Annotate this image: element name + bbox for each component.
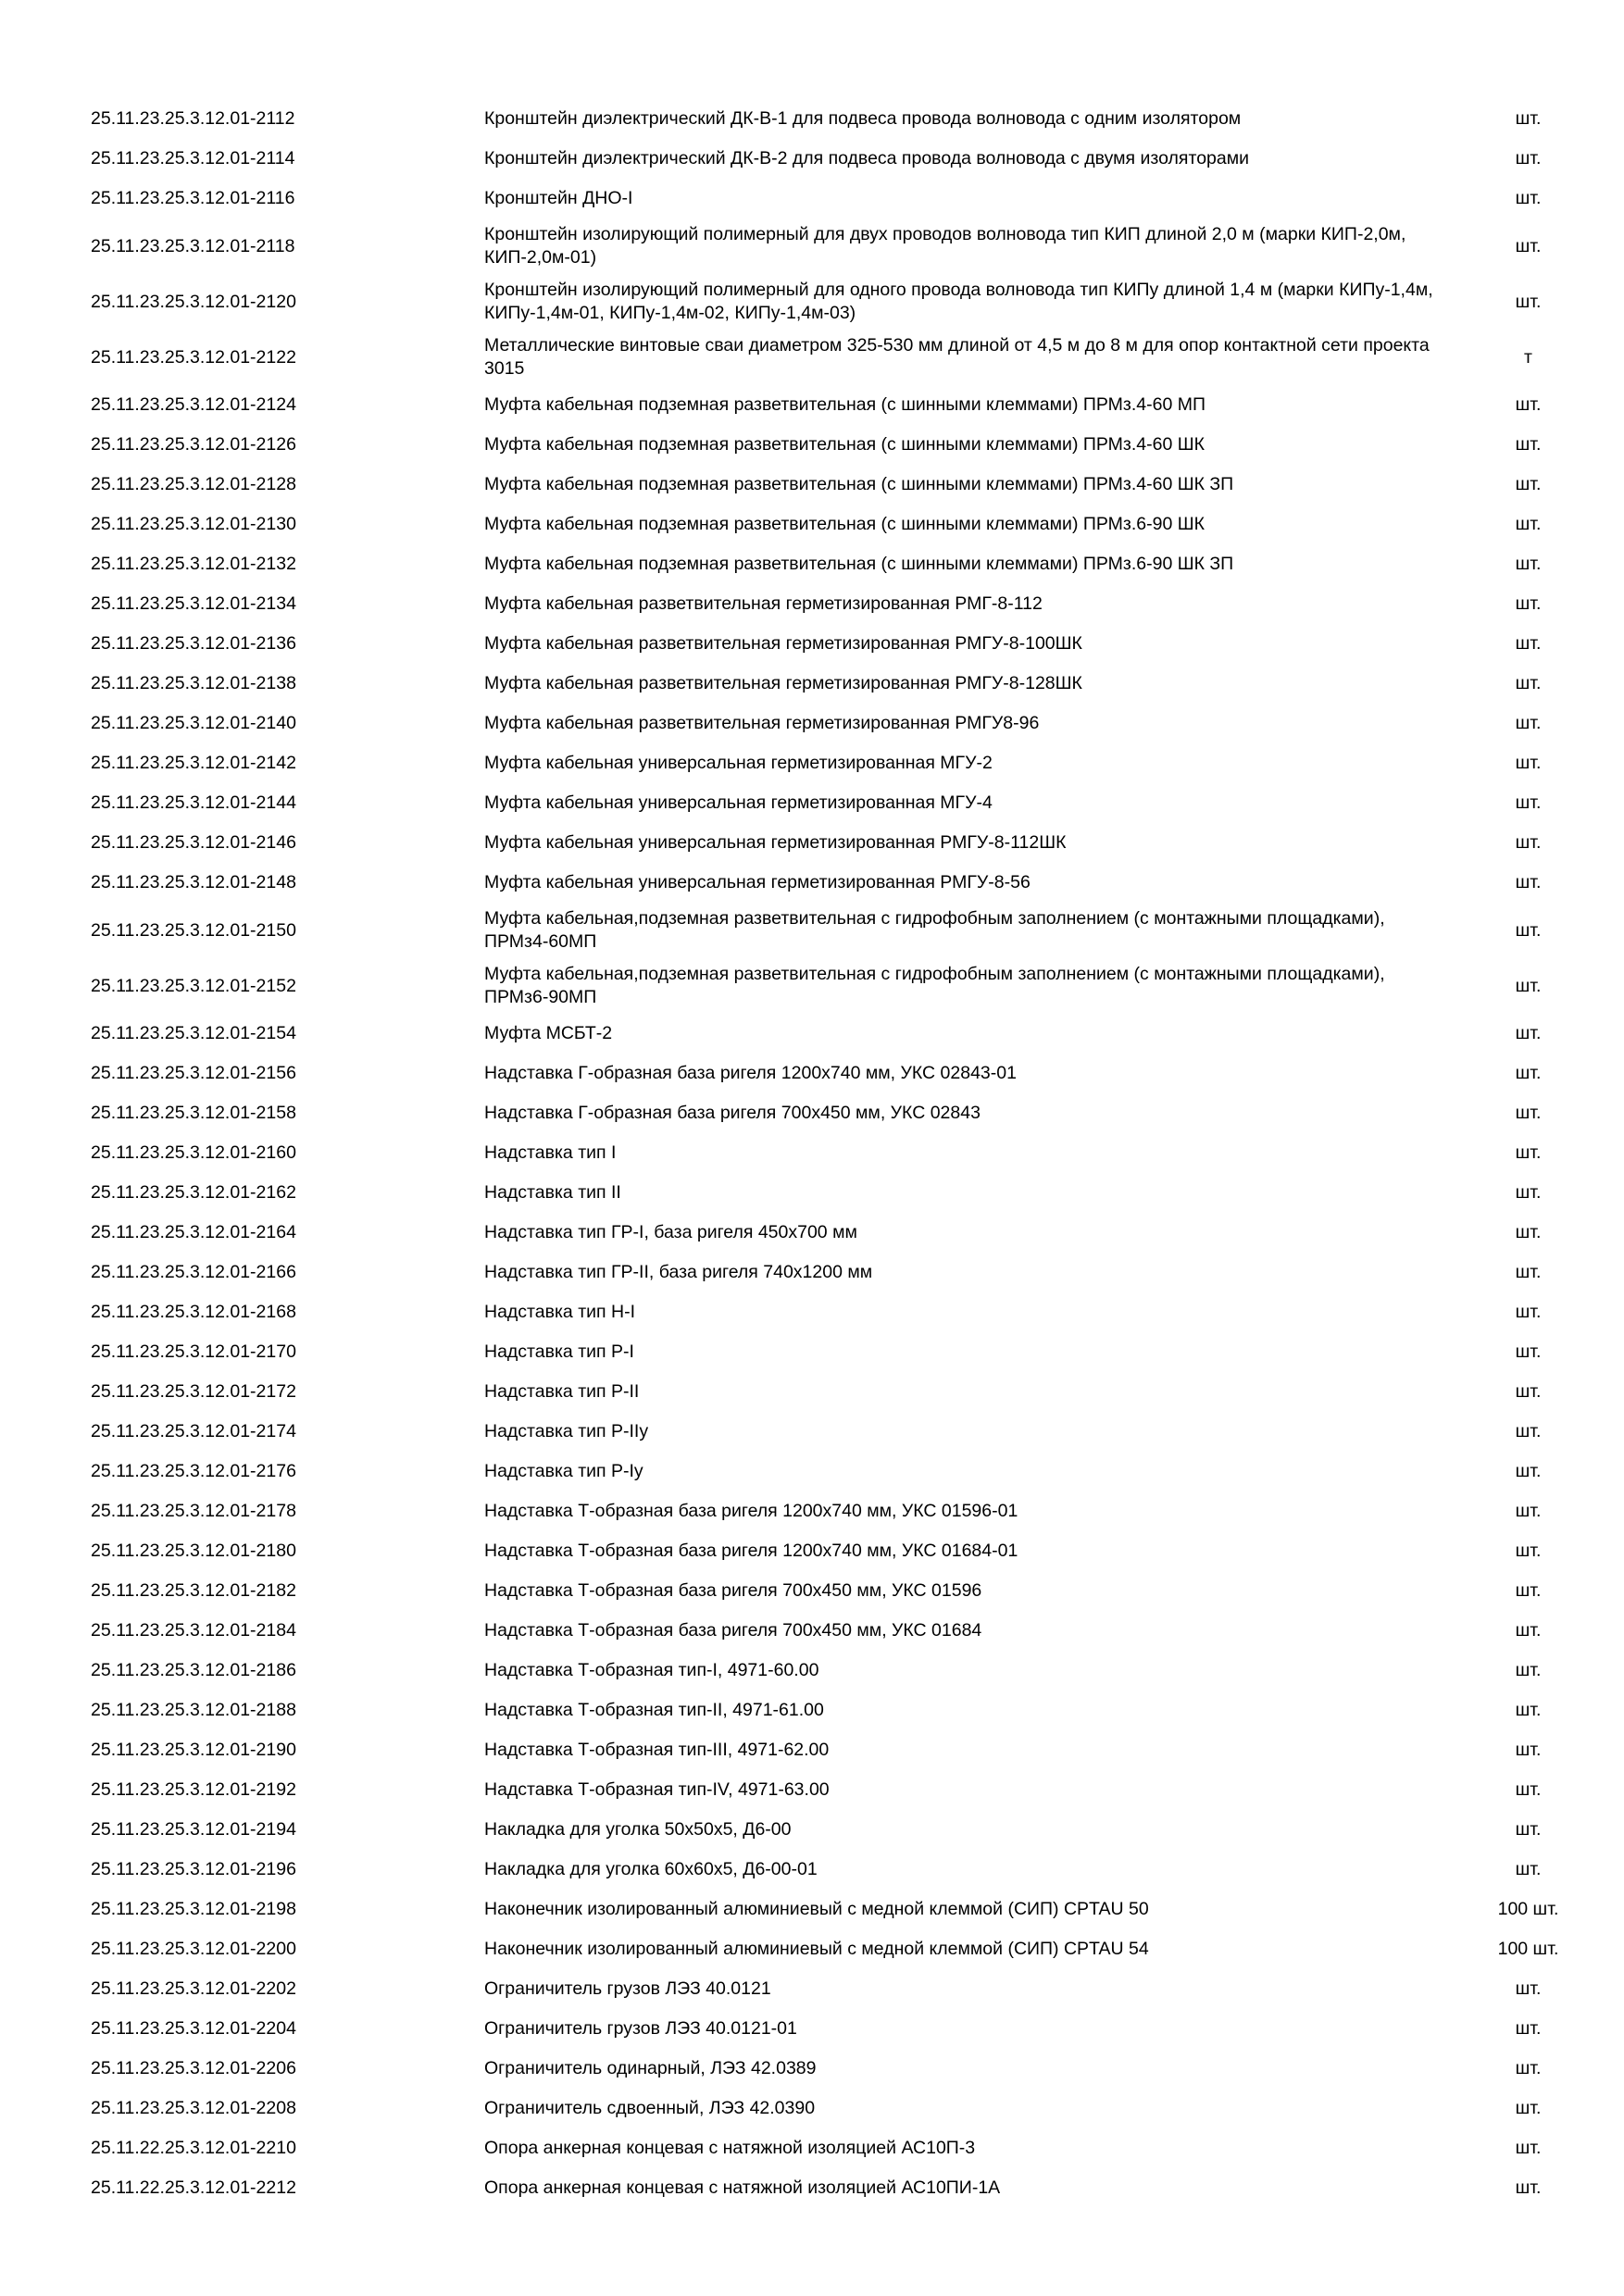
item-unit: шт. bbox=[1515, 235, 1542, 256]
item-unit: шт. bbox=[1515, 872, 1542, 892]
item-name: Надставка Т-образная тип-III, 4971-62.00 bbox=[484, 1740, 830, 1760]
table-row bbox=[91, 1093, 1563, 1133]
table-row bbox=[91, 1730, 1563, 1770]
table-row bbox=[91, 783, 1563, 823]
table-row bbox=[91, 544, 1563, 584]
item-name: Надставка тип Р-II bbox=[484, 1381, 640, 1402]
item-code: 25.11.23.25.3.12.01-2186 bbox=[91, 1660, 296, 1680]
item-name: Надставка Т-образная тип-II, 4971-61.00 bbox=[484, 1700, 824, 1720]
item-code: 25.11.23.25.3.12.01-2150 bbox=[91, 919, 296, 941]
item-name: Надставка Т-образная тип-I, 4971-60.00 bbox=[484, 1660, 819, 1680]
item-code: 25.11.23.25.3.12.01-2198 bbox=[91, 1899, 296, 1919]
table-row bbox=[91, 139, 1563, 179]
item-unit: шт. bbox=[1515, 291, 1542, 312]
item-unit: шт. bbox=[1515, 633, 1542, 654]
item-code: 25.11.23.25.3.12.01-2178 bbox=[91, 1501, 296, 1521]
item-unit: шт. bbox=[1515, 1421, 1542, 1441]
table-row bbox=[91, 99, 1563, 139]
item-unit: шт. bbox=[1515, 1501, 1542, 1521]
item-code: 25.11.23.25.3.12.01-2154 bbox=[91, 1023, 296, 1043]
item-unit: шт. bbox=[1515, 474, 1542, 494]
price-table bbox=[91, 99, 1563, 2208]
table-row bbox=[91, 1452, 1563, 1491]
item-unit: шт. bbox=[1515, 434, 1542, 455]
item-unit: шт. bbox=[1515, 673, 1542, 693]
item-name: Надставка Т-образная база ригеля 1200х740 мм, УКС 01596-01 bbox=[484, 1501, 1018, 1521]
item-code: 25.11.23.25.3.12.01-2118 bbox=[91, 235, 295, 256]
item-name: Муфта кабельная,подземная разветвительная с гидрофобным заполнением (с монтажными площадками), ПРМз4-60МП bbox=[484, 908, 1385, 952]
item-name: Опора анкерная концевая с натяжной изоляцией АС10ПИ-1А bbox=[484, 2177, 1001, 2198]
item-unit: шт. bbox=[1515, 832, 1542, 853]
item-name: Надставка тип ГР-I, база ригеля 450х700 мм bbox=[484, 1222, 857, 1242]
item-code: 25.11.23.25.3.12.01-2206 bbox=[91, 2058, 296, 2078]
item-name: Кронштейн диэлектрический ДК-В-1 для подвеса провода волновода с одним изолятором bbox=[484, 108, 1242, 129]
item-unit: шт. bbox=[1515, 792, 1542, 813]
item-code: 25.11.23.25.3.12.01-2112 bbox=[91, 108, 295, 129]
item-name: Муфта кабельная разветвительная герметизированная РМГ-8-112 bbox=[484, 593, 1043, 614]
item-unit: шт. bbox=[1515, 2098, 1542, 2118]
table-row bbox=[91, 584, 1563, 624]
table-row bbox=[91, 1292, 1563, 1332]
table-row bbox=[91, 1810, 1563, 1850]
table-row bbox=[91, 179, 1563, 218]
item-unit: шт. bbox=[1515, 1262, 1542, 1282]
table-row bbox=[91, 1929, 1563, 1969]
item-name: Муфта кабельная разветвительная герметизированная РМГУ-8-128ШК bbox=[484, 673, 1082, 693]
table-row bbox=[91, 624, 1563, 664]
item-code: 25.11.23.25.3.12.01-2144 bbox=[91, 792, 296, 813]
item-name: Муфта кабельная универсальная герметизированная МГУ-2 bbox=[484, 753, 993, 773]
item-code: 25.11.22.25.3.12.01-2212 bbox=[91, 2177, 296, 2198]
item-code: 25.11.23.25.3.12.01-2148 bbox=[91, 872, 296, 892]
item-unit: шт. bbox=[1515, 1779, 1542, 1800]
item-unit: шт. bbox=[1515, 713, 1542, 733]
item-name: Опора анкерная концевая с натяжной изоляцией АС10П-3 bbox=[484, 2138, 976, 2158]
table-row bbox=[91, 958, 1563, 1014]
item-code: 25.11.23.25.3.12.01-2130 bbox=[91, 514, 296, 534]
item-unit: шт. bbox=[1515, 2177, 1542, 2198]
table-row bbox=[91, 704, 1563, 743]
item-unit: шт. bbox=[1515, 1063, 1542, 1083]
item-unit: шт. bbox=[1515, 1580, 1542, 1601]
item-unit: шт. bbox=[1515, 1222, 1542, 1242]
item-unit: шт. bbox=[1515, 1620, 1542, 1641]
table-row bbox=[91, 823, 1563, 863]
item-code: 25.11.23.25.3.12.01-2176 bbox=[91, 1461, 296, 1481]
item-code: 25.11.23.25.3.12.01-2120 bbox=[91, 291, 296, 312]
item-unit: шт. bbox=[1515, 2058, 1542, 2078]
item-code: 25.11.23.25.3.12.01-2180 bbox=[91, 1541, 296, 1561]
item-code: 25.11.23.25.3.12.01-2156 bbox=[91, 1063, 296, 1083]
item-name: Надставка Т-образная тип-IV, 4971-63.00 bbox=[484, 1779, 830, 1800]
table-row bbox=[91, 903, 1563, 958]
table-row bbox=[91, 2009, 1563, 2049]
item-name: Ограничитель грузов ЛЭЗ 40.0121 bbox=[484, 1978, 771, 1999]
item-code: 25.11.23.25.3.12.01-2146 bbox=[91, 832, 296, 853]
item-unit: шт. bbox=[1515, 1381, 1542, 1402]
item-code: 25.11.23.25.3.12.01-2202 bbox=[91, 1978, 296, 1999]
table-row bbox=[91, 1850, 1563, 1890]
table-row bbox=[91, 425, 1563, 465]
item-unit: шт. bbox=[1515, 593, 1542, 614]
item-name: Муфта кабельная универсальная герметизированная МГУ-4 bbox=[484, 792, 993, 813]
item-name: Муфта кабельная подземная разветвительная (с шинными клеммами) ПРМз.4-60 ШК ЗП bbox=[484, 474, 1234, 494]
item-code: 25.11.23.25.3.12.01-2164 bbox=[91, 1222, 296, 1242]
table-row bbox=[91, 1253, 1563, 1292]
item-unit: шт. bbox=[1515, 554, 1542, 574]
table-row bbox=[91, 1213, 1563, 1253]
item-unit: шт. bbox=[1515, 1541, 1542, 1561]
item-code: 25.11.23.25.3.12.01-2134 bbox=[91, 593, 296, 614]
item-code: 25.11.23.25.3.12.01-2122 bbox=[91, 346, 296, 368]
table-row bbox=[91, 1691, 1563, 1730]
item-name: Муфта кабельная разветвительная герметизированная РМГУ-8-100ШК bbox=[484, 633, 1082, 654]
item-unit: шт. bbox=[1515, 1819, 1542, 1840]
item-code: 25.11.23.25.3.12.01-2136 bbox=[91, 633, 296, 654]
table-row bbox=[91, 1332, 1563, 1372]
item-name: Надставка Т-образная база ригеля 700х450 мм, УКС 01684 bbox=[484, 1620, 982, 1641]
item-unit: 100 шт. bbox=[1497, 1939, 1559, 1959]
item-code: 25.11.23.25.3.12.01-2182 bbox=[91, 1580, 296, 1601]
table-row bbox=[91, 743, 1563, 783]
item-name: Надставка тип Р-I bbox=[484, 1341, 634, 1362]
table-row bbox=[91, 218, 1563, 274]
item-name: Муфта кабельная разветвительная герметизированная РМГУ8-96 bbox=[484, 713, 1040, 733]
item-unit: шт. bbox=[1515, 919, 1542, 941]
item-name: Кронштейн изолирующий полимерный для двух проводов волновода тип КИП длиной 2,0 м (марки КИП-2,0м, КИП-2,0м-01) bbox=[484, 224, 1406, 268]
table-row bbox=[91, 664, 1563, 704]
table-row bbox=[91, 1372, 1563, 1412]
item-unit: шт. bbox=[1515, 1103, 1542, 1123]
table-row bbox=[91, 330, 1563, 385]
item-code: 25.11.23.25.3.12.01-2158 bbox=[91, 1103, 296, 1123]
item-name: Металлические винтовые сваи диаметром 325-530 мм длиной от 4,5 м до 8 м для опор контактной сети проекта 3015 bbox=[484, 335, 1430, 379]
table-row bbox=[91, 1412, 1563, 1452]
item-unit: шт. bbox=[1515, 394, 1542, 415]
item-code: 25.11.23.25.3.12.01-2114 bbox=[91, 148, 295, 168]
table-row bbox=[91, 1531, 1563, 1571]
item-name: Надставка Г-образная база ригеля 1200х740 мм, УКС 02843-01 bbox=[484, 1063, 1017, 1083]
item-unit: шт. bbox=[1515, 2018, 1542, 2039]
item-code: 25.11.23.25.3.12.01-2140 bbox=[91, 713, 296, 733]
item-code: 25.11.23.25.3.12.01-2162 bbox=[91, 1182, 296, 1203]
item-name: Надставка Т-образная база ригеля 700х450 мм, УКС 01596 bbox=[484, 1580, 982, 1601]
item-name: Надставка тип Р-Iу bbox=[484, 1461, 643, 1481]
item-name: Надставка Т-образная база ригеля 1200х740 мм, УКС 01684-01 bbox=[484, 1541, 1018, 1561]
item-code: 25.11.23.25.3.12.01-2142 bbox=[91, 753, 296, 773]
item-code: 25.11.23.25.3.12.01-2194 bbox=[91, 1819, 296, 1840]
item-name: Надставка Г-образная база ригеля 700х450 мм, УКС 02843 bbox=[484, 1103, 981, 1123]
item-name: Муфта кабельная универсальная герметизированная РМГУ-8-112ШК bbox=[484, 832, 1067, 853]
item-code: 25.11.23.25.3.12.01-2174 bbox=[91, 1421, 296, 1441]
item-name: Муфта кабельная,подземная разветвительная с гидрофобным заполнением (с монтажными площадками), ПРМз6-90МП bbox=[484, 964, 1385, 1007]
table-row bbox=[91, 2049, 1563, 2089]
item-code: 25.11.23.25.3.12.01-2196 bbox=[91, 1859, 296, 1879]
table-row bbox=[91, 2089, 1563, 2128]
item-code: 25.11.23.25.3.12.01-2128 bbox=[91, 474, 296, 494]
item-unit: шт. bbox=[1515, 514, 1542, 534]
table-row bbox=[91, 1651, 1563, 1691]
item-name: Надставка тип I bbox=[484, 1142, 617, 1163]
table-row bbox=[91, 2168, 1563, 2208]
item-code: 25.11.22.25.3.12.01-2210 bbox=[91, 2138, 296, 2158]
item-code: 25.11.23.25.3.12.01-2192 bbox=[91, 1779, 296, 1800]
item-name: Ограничитель сдвоенный, ЛЭЗ 42.0390 bbox=[484, 2098, 816, 2118]
item-code: 25.11.23.25.3.12.01-2126 bbox=[91, 434, 296, 455]
item-code: 25.11.23.25.3.12.01-2116 bbox=[91, 188, 295, 208]
item-code: 25.11.23.25.3.12.01-2172 bbox=[91, 1381, 296, 1402]
item-name: Ограничитель одинарный, ЛЭЗ 42.0389 bbox=[484, 2058, 817, 2078]
item-name: Надставка тип ГР-II, база ригеля 740х1200 мм bbox=[484, 1262, 873, 1282]
table-row bbox=[91, 2128, 1563, 2168]
table-row bbox=[91, 465, 1563, 505]
table-row bbox=[91, 1173, 1563, 1213]
item-code: 25.11.23.25.3.12.01-2184 bbox=[91, 1620, 296, 1641]
item-name: Муфта кабельная подземная разветвительная (с шинными клеммами) ПРМз.6-90 ШК ЗП bbox=[484, 554, 1234, 574]
table-row bbox=[91, 1491, 1563, 1531]
item-name: Муфта кабельная универсальная герметизированная РМГУ-8-56 bbox=[484, 872, 1031, 892]
item-name: Муфта МСБТ-2 bbox=[484, 1023, 613, 1043]
item-unit: т bbox=[1524, 346, 1532, 368]
item-name: Накладка для уголка 60х60х5, Д6-00-01 bbox=[484, 1859, 818, 1879]
item-unit: шт. bbox=[1515, 2138, 1542, 2158]
item-unit: шт. bbox=[1515, 1142, 1542, 1163]
item-unit: шт. bbox=[1515, 188, 1542, 208]
item-code: 25.11.23.25.3.12.01-2188 bbox=[91, 1700, 296, 1720]
item-code: 25.11.23.25.3.12.01-2152 bbox=[91, 975, 296, 996]
table-row bbox=[91, 274, 1563, 330]
item-unit: шт. bbox=[1515, 1302, 1542, 1322]
item-name: Надставка тип Р-IIу bbox=[484, 1421, 649, 1441]
item-name: Наконечник изолированный алюминиевый с медной клеммой (СИП) CPTAU 54 bbox=[484, 1939, 1149, 1959]
item-name: Наконечник изолированный алюминиевый с медной клеммой (СИП) CPTAU 50 bbox=[484, 1899, 1149, 1919]
item-name: Накладка для уголка 50х50х5, Д6-00 bbox=[484, 1819, 792, 1840]
item-code: 25.11.23.25.3.12.01-2190 bbox=[91, 1740, 296, 1760]
item-unit: шт. bbox=[1515, 108, 1542, 129]
item-unit: шт. bbox=[1515, 148, 1542, 168]
item-name: Кронштейн диэлектрический ДК-В-2 для подвеса провода волновода с двумя изоляторами bbox=[484, 148, 1250, 168]
item-name: Муфта кабельная подземная разветвительная (с шинными клеммами) ПРМз.4-60 МП bbox=[484, 394, 1206, 415]
item-code: 25.11.23.25.3.12.01-2170 bbox=[91, 1341, 296, 1362]
item-unit: шт. bbox=[1515, 753, 1542, 773]
item-code: 25.11.23.25.3.12.01-2160 bbox=[91, 1142, 296, 1163]
table-row bbox=[91, 1611, 1563, 1651]
item-unit: 100 шт. bbox=[1497, 1899, 1559, 1919]
table-row bbox=[91, 1014, 1563, 1054]
item-unit: шт. bbox=[1515, 1700, 1542, 1720]
item-name: Кронштейн изолирующий полимерный для одного провода волновода тип КИПу длиной 1,4 м (марки КИПу-1,4м, КИПу-1,4м-01, КИПу-1,4м-02, КИПу-1,4м-03) bbox=[484, 280, 1433, 323]
item-unit: шт. bbox=[1515, 975, 1542, 996]
item-code: 25.11.23.25.3.12.01-2204 bbox=[91, 2018, 296, 2039]
table-row bbox=[91, 505, 1563, 544]
item-code: 25.11.23.25.3.12.01-2168 bbox=[91, 1302, 296, 1322]
item-code: 25.11.23.25.3.12.01-2124 bbox=[91, 394, 296, 415]
table-row bbox=[91, 1770, 1563, 1810]
item-code: 25.11.23.25.3.12.01-2138 bbox=[91, 673, 296, 693]
item-unit: шт. bbox=[1515, 1859, 1542, 1879]
item-unit: шт. bbox=[1515, 1660, 1542, 1680]
table-row bbox=[91, 1890, 1563, 1929]
item-unit: шт. bbox=[1515, 1182, 1542, 1203]
table-row bbox=[91, 863, 1563, 903]
table-row bbox=[91, 1133, 1563, 1173]
item-unit: шт. bbox=[1515, 1023, 1542, 1043]
item-unit: шт. bbox=[1515, 1341, 1542, 1362]
price-table-body bbox=[91, 99, 1563, 2208]
item-unit: шт. bbox=[1515, 1978, 1542, 1999]
item-code: 25.11.23.25.3.12.01-2200 bbox=[91, 1939, 296, 1959]
table-row bbox=[91, 385, 1563, 425]
table-row bbox=[91, 1571, 1563, 1611]
item-name: Надставка тип Н-I bbox=[484, 1302, 635, 1322]
item-name: Муфта кабельная подземная разветвительная (с шинными клеммами) ПРМз.4-60 ШК bbox=[484, 434, 1205, 455]
item-name: Ограничитель грузов ЛЭЗ 40.0121-01 bbox=[484, 2018, 797, 2039]
item-code: 25.11.23.25.3.12.01-2166 bbox=[91, 1262, 296, 1282]
item-unit: шт. bbox=[1515, 1461, 1542, 1481]
item-name: Кронштейн ДНО-I bbox=[484, 188, 633, 208]
item-name: Надставка тип II bbox=[484, 1182, 621, 1203]
item-code: 25.11.23.25.3.12.01-2208 bbox=[91, 2098, 296, 2118]
item-name: Муфта кабельная подземная разветвительная (с шинными клеммами) ПРМз.6-90 ШК bbox=[484, 514, 1205, 534]
item-code: 25.11.23.25.3.12.01-2132 bbox=[91, 554, 296, 574]
item-unit: шт. bbox=[1515, 1740, 1542, 1760]
table-row bbox=[91, 1054, 1563, 1093]
table-row bbox=[91, 1969, 1563, 2009]
